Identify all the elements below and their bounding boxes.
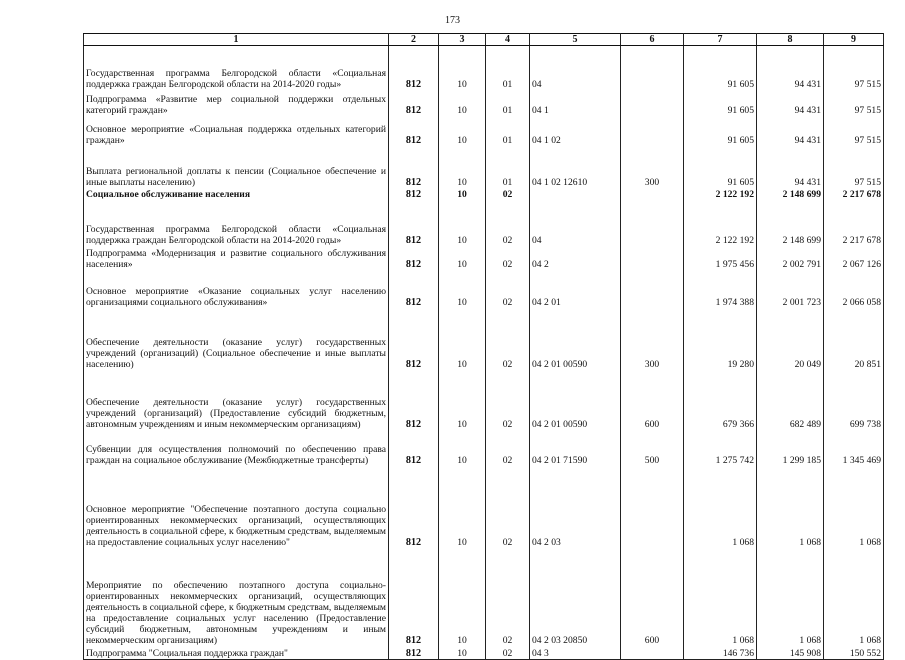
row-pr: 02 xyxy=(486,188,530,200)
row-year1: 146 736 xyxy=(684,646,757,660)
row-year2: 94 431 xyxy=(757,46,824,90)
header-col-3: 3 xyxy=(439,34,486,46)
row-rz: 10 xyxy=(439,116,486,146)
row-year2: 2 002 791 xyxy=(757,246,824,270)
row-year1: 1 068 xyxy=(684,466,757,548)
row-name: Государственная программа Белгородской области «Социальная поддержка граждан Белгородской области на 2014-2020 годы» xyxy=(84,46,389,90)
row-year1: 91 605 xyxy=(684,146,757,188)
row-rz: 10 xyxy=(439,548,486,646)
row-vr: 600 xyxy=(621,548,684,646)
row-name: Основное мероприятие «Социальная поддержка отдельных категорий граждан» xyxy=(84,116,389,146)
row-year2: 145 908 xyxy=(757,646,824,660)
row-rz: 10 xyxy=(439,466,486,548)
row-year3: 2 217 678 xyxy=(824,200,884,246)
row-grbs: 812 xyxy=(389,146,439,188)
table-header-row xyxy=(84,34,884,46)
row-year2: 94 431 xyxy=(757,116,824,146)
row-rz: 10 xyxy=(439,430,486,466)
row-pr: 02 xyxy=(486,200,530,246)
header-col-4: 4 xyxy=(486,34,530,46)
row-csr: 04 2 03 20850 xyxy=(530,548,621,646)
table-row xyxy=(84,146,884,188)
table-row xyxy=(84,116,884,146)
row-csr xyxy=(530,188,621,200)
row-year2: 94 431 xyxy=(757,146,824,188)
row-pr: 02 xyxy=(486,646,530,660)
row-grbs: 812 xyxy=(389,200,439,246)
row-year1: 91 605 xyxy=(684,116,757,146)
header-col-8: 8 xyxy=(757,34,824,46)
row-rz: 10 xyxy=(439,188,486,200)
row-grbs: 812 xyxy=(389,116,439,146)
row-pr: 02 xyxy=(486,370,530,430)
row-year3: 150 552 xyxy=(824,646,884,660)
row-grbs: 812 xyxy=(389,430,439,466)
row-name: Обеспечение деятельности (оказание услуг) государственных учреждений (организаций) (Социальное обеспечение и иные выплаты населению) xyxy=(84,308,389,370)
header-col-5: 5 xyxy=(530,34,621,46)
row-year3: 1 068 xyxy=(824,548,884,646)
row-year1: 679 366 xyxy=(684,370,757,430)
table-row xyxy=(84,246,884,270)
row-grbs: 812 xyxy=(389,46,439,90)
row-pr: 01 xyxy=(486,146,530,188)
row-pr: 02 xyxy=(486,270,530,308)
table-row xyxy=(84,308,884,370)
row-pr: 02 xyxy=(486,308,530,370)
row-grbs: 812 xyxy=(389,370,439,430)
row-year2: 1 299 185 xyxy=(757,430,824,466)
table-row xyxy=(84,430,884,466)
row-vr: 300 xyxy=(621,146,684,188)
table-row xyxy=(84,90,884,116)
row-vr xyxy=(621,246,684,270)
row-year2: 20 049 xyxy=(757,308,824,370)
header-col-2: 2 xyxy=(389,34,439,46)
row-rz: 10 xyxy=(439,270,486,308)
row-year2: 682 489 xyxy=(757,370,824,430)
row-rz: 10 xyxy=(439,308,486,370)
row-grbs: 812 xyxy=(389,188,439,200)
row-year1: 1 068 xyxy=(684,548,757,646)
row-year1: 2 122 192 xyxy=(684,188,757,200)
row-year2: 2 001 723 xyxy=(757,270,824,308)
row-csr: 04 2 01 00590 xyxy=(530,370,621,430)
row-year2: 2 148 699 xyxy=(757,188,824,200)
row-vr xyxy=(621,646,684,660)
table-row xyxy=(84,466,884,548)
row-year2: 1 068 xyxy=(757,466,824,548)
row-grbs: 812 xyxy=(389,246,439,270)
header-col-1: 1 xyxy=(84,34,389,46)
row-csr: 04 3 xyxy=(530,646,621,660)
row-csr: 04 1 02 xyxy=(530,116,621,146)
row-pr: 02 xyxy=(486,466,530,548)
row-pr: 01 xyxy=(486,116,530,146)
table-row xyxy=(84,548,884,646)
row-year3: 2 217 678 xyxy=(824,188,884,200)
row-year1: 91 605 xyxy=(684,46,757,90)
row-year3: 1 345 469 xyxy=(824,430,884,466)
row-name: Основное мероприятие "Обеспечение поэтапного доступа социально ориентированных некоммерческих организаций, осуществляющих деятельность в социальной сфере, к бюджетным средствам, выделяемым на предоставление социальных услуг населению" xyxy=(84,466,389,548)
row-year3: 97 515 xyxy=(824,146,884,188)
row-name: Мероприятие по обеспечению поэтапного доступа социально-ориентированных некоммерческих организаций, осуществляющих деятельность в социальной сфере, к бюджетным средствам, выделяемым на предоставление социальных услуг населению (Предоставление субсидий бюджетным, автономным учреждениям и иным некоммерческим организациям) xyxy=(84,548,389,646)
row-csr: 04 xyxy=(530,46,621,90)
row-year2: 1 068 xyxy=(757,548,824,646)
row-csr: 04 2 01 71590 xyxy=(530,430,621,466)
row-pr: 02 xyxy=(486,548,530,646)
table-row xyxy=(84,270,884,308)
row-rz: 10 xyxy=(439,90,486,116)
budget-table xyxy=(83,33,884,660)
row-csr: 04 2 01 00590 xyxy=(530,308,621,370)
row-grbs: 812 xyxy=(389,548,439,646)
row-pr: 01 xyxy=(486,46,530,90)
row-grbs: 812 xyxy=(389,270,439,308)
row-vr xyxy=(621,200,684,246)
row-year2: 2 148 699 xyxy=(757,200,824,246)
row-rz: 10 xyxy=(439,200,486,246)
row-year3: 2 066 058 xyxy=(824,270,884,308)
row-csr: 04 2 01 xyxy=(530,270,621,308)
table-row xyxy=(84,646,884,660)
table-row xyxy=(84,370,884,430)
row-rz: 10 xyxy=(439,46,486,90)
row-name: Подпрограмма "Социальная поддержка граждан" xyxy=(84,646,389,660)
row-vr: 500 xyxy=(621,430,684,466)
row-year3: 97 515 xyxy=(824,46,884,90)
row-year3: 1 068 xyxy=(824,466,884,548)
row-year3: 20 851 xyxy=(824,308,884,370)
row-name: Обеспечение деятельности (оказание услуг) государственных учреждений (организаций) (Предоставление субсидий бюджетным, автономным учреждениям и иным некоммерческим организациям) xyxy=(84,370,389,430)
row-vr xyxy=(621,46,684,90)
row-name: Подпрограмма «Развитие мер социальной поддержки отдельных категорий граждан» xyxy=(84,90,389,116)
row-vr xyxy=(621,116,684,146)
row-grbs: 812 xyxy=(389,466,439,548)
row-name: Основное мероприятие «Оказание социальных услуг населению организациями социального обслуживания» xyxy=(84,270,389,308)
header-col-9: 9 xyxy=(824,34,884,46)
row-csr: 04 2 xyxy=(530,246,621,270)
row-year3: 2 067 126 xyxy=(824,246,884,270)
row-vr xyxy=(621,90,684,116)
row-year3: 699 738 xyxy=(824,370,884,430)
row-grbs: 812 xyxy=(389,90,439,116)
row-year1: 19 280 xyxy=(684,308,757,370)
row-rz: 10 xyxy=(439,246,486,270)
row-rz: 10 xyxy=(439,146,486,188)
row-name: Субвенции для осуществления полномочий по обеспечению права граждан на социальное обслуживание (Межбюджетные трансферты) xyxy=(84,430,389,466)
row-year1: 1 974 388 xyxy=(684,270,757,308)
row-year1: 2 122 192 xyxy=(684,200,757,246)
row-rz: 10 xyxy=(439,370,486,430)
row-pr: 02 xyxy=(486,430,530,466)
row-pr: 01 xyxy=(486,90,530,116)
row-csr: 04 1 xyxy=(530,90,621,116)
header-col-6: 6 xyxy=(621,34,684,46)
row-year3: 97 515 xyxy=(824,116,884,146)
row-year3: 97 515 xyxy=(824,90,884,116)
row-vr xyxy=(621,270,684,308)
row-year1: 91 605 xyxy=(684,90,757,116)
row-name: Государственная программа Белгородской области «Социальная поддержка граждан Белгородской области на 2014-2020 годы» xyxy=(84,200,389,246)
row-grbs: 812 xyxy=(389,308,439,370)
row-vr: 600 xyxy=(621,370,684,430)
row-name: Подпрограмма «Модернизация и развитие социального обслуживания населения» xyxy=(84,246,389,270)
table-row xyxy=(84,46,884,90)
row-vr: 300 xyxy=(621,308,684,370)
row-pr: 02 xyxy=(486,246,530,270)
header-col-7: 7 xyxy=(684,34,757,46)
row-rz: 10 xyxy=(439,646,486,660)
row-vr xyxy=(621,188,684,200)
row-year1: 1 275 742 xyxy=(684,430,757,466)
row-name: Выплата региональной доплаты к пенсии (Социальное обеспечение и иные выплаты населению) xyxy=(84,146,389,188)
row-csr: 04 xyxy=(530,200,621,246)
row-vr xyxy=(621,466,684,548)
row-grbs: 812 xyxy=(389,646,439,660)
row-year2: 94 431 xyxy=(757,90,824,116)
table-row xyxy=(84,200,884,246)
row-name: Социальное обслуживание населения xyxy=(84,188,389,200)
row-year1: 1 975 456 xyxy=(684,246,757,270)
page-number: 173 xyxy=(445,15,460,26)
table-row xyxy=(84,188,884,200)
row-csr: 04 2 03 xyxy=(530,466,621,548)
row-csr: 04 1 02 12610 xyxy=(530,146,621,188)
